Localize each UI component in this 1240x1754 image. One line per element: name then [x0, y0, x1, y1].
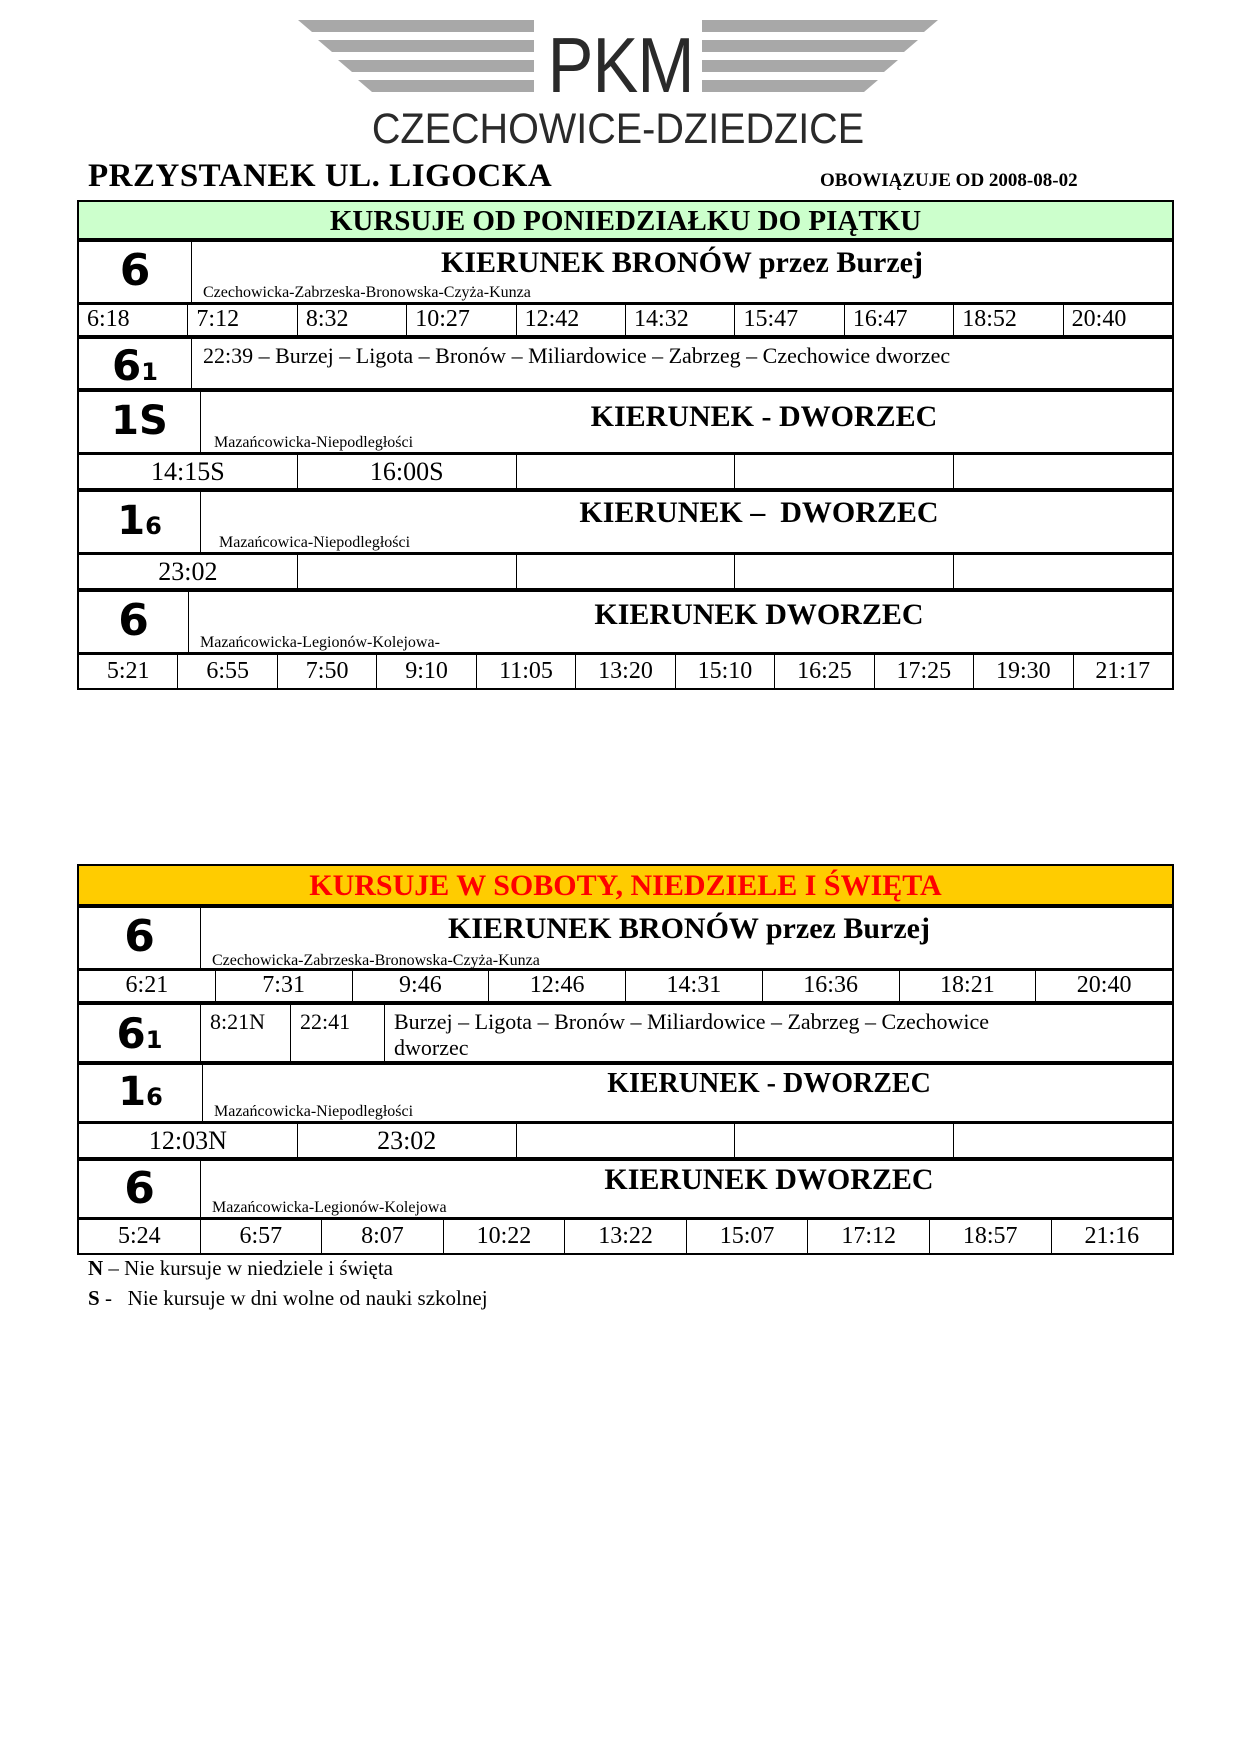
time-cell: 19:30	[974, 655, 1073, 688]
wd-line1s-box	[77, 390, 1174, 454]
wd-line16-direction: KIERUNEK – DWORZEC	[579, 496, 939, 529]
wd-line16-route: Mazańcowica-Niepodległości	[219, 534, 411, 551]
time-cell: 7:31	[216, 971, 353, 1001]
we-line16-direction: KIERUNEK - DWORZEC	[607, 1068, 931, 1099]
line-number-sub: 1	[141, 358, 158, 386]
note-text: – Nie kursuje w niedziele i święta	[103, 1256, 393, 1280]
we-line16-box	[77, 1063, 1174, 1123]
time-cell: 16:25	[775, 655, 874, 688]
wd-line6-times	[77, 304, 1174, 337]
time-cell	[735, 455, 954, 488]
wd-line6d-number: 6	[118, 595, 149, 646]
line-number-sub: 6	[146, 1083, 163, 1111]
line-number-main: 6	[112, 341, 142, 390]
pkm-logo	[298, 18, 938, 153]
time-cell: 12:46	[489, 971, 626, 1001]
weekday-title: KURSUJE OD PONIEDZIAŁKU DO PIĄTKU	[329, 205, 922, 237]
line-number-main: 6	[116, 1009, 146, 1058]
we-line16-times	[77, 1123, 1174, 1159]
stop-name: PRZYSTANEK UL. LIGOCKA	[88, 158, 553, 194]
we-line16-number	[79, 1067, 202, 1122]
wd-line6d-times	[77, 654, 1174, 690]
line-number-main: 1	[111, 398, 140, 444]
wd-line6-number: 6	[119, 245, 151, 296]
time-cell: 18:52	[954, 305, 1063, 335]
time-cell: 15:07	[687, 1220, 809, 1253]
time-cell: 11:05	[477, 655, 576, 688]
weekend-title: KURSUJE W SOBOTY, NIEDZIELE I ŚWIĘTA	[309, 869, 942, 902]
we-line6d-number: 6	[124, 1163, 155, 1214]
time-cell	[517, 1124, 736, 1157]
we-line6-route: Czechowicka-Zabrzeska-Bronowska-Czyża-Kunza	[212, 952, 540, 969]
we-line6-dworzec-box	[77, 1159, 1174, 1219]
we-line6d-direction: KIERUNEK DWORZEC	[604, 1163, 934, 1196]
wd-line61-box	[77, 337, 1174, 390]
we-line16-route: Mazańcowicka-Niepodległości	[214, 1103, 414, 1120]
we-line61-box	[77, 1003, 1174, 1063]
time-cell: 23:02	[298, 1124, 517, 1157]
time-cell: 15:47	[735, 305, 844, 335]
time-cell: 16:00S	[298, 455, 517, 488]
time-cell: 10:27	[407, 305, 516, 335]
time-cell: 6:18	[79, 305, 188, 335]
time-cell: 23:02	[79, 555, 298, 588]
time-cell	[735, 555, 954, 588]
line-number-sub: 6	[145, 512, 162, 540]
time-cell: 14:31	[626, 971, 763, 1001]
wd-line6-bronow-box	[77, 240, 1174, 304]
time-cell: 5:21	[79, 655, 178, 688]
valid-from: OBOWIĄZUJE OD 2008-08-02	[820, 170, 1078, 191]
wd-line1s-times	[77, 454, 1174, 490]
time-cell: 14:32	[626, 305, 735, 335]
time-cell: 8:32	[298, 305, 407, 335]
time-cell	[954, 1124, 1172, 1157]
time-cell: 21:16	[1084, 1223, 1140, 1249]
logo-brand: PKM	[547, 21, 694, 109]
we-line6d-route: Mazańcowicka-Legionów-Kolejowa	[212, 1199, 447, 1216]
we-line61-time1: 8:21N	[210, 1009, 265, 1034]
time-cell	[517, 455, 736, 488]
time-cell	[954, 455, 1172, 488]
note-s	[88, 1286, 488, 1311]
wd-line6-direction: KIERUNEK BRONÓW przez Burzej	[441, 246, 923, 279]
time-cell: 16:47	[845, 305, 954, 335]
time-cell: 17:25	[875, 655, 974, 688]
time-cell: 17:12	[808, 1220, 930, 1253]
note-text: - Nie kursuje w dni wolne od nauki szkolnej	[99, 1286, 488, 1310]
time-cell: 7:12	[188, 305, 297, 335]
time-cell: 6:57	[201, 1220, 323, 1253]
wd-line6d-direction: KIERUNEK DWORZEC	[594, 598, 924, 631]
time-cell: 6:55	[178, 655, 277, 688]
time-cell: 16:36	[763, 971, 900, 1001]
logo-city: CZECHOWICE-DZIEDZICE	[371, 105, 865, 153]
time-cell: 15:10	[676, 655, 775, 688]
time-cell: 10:22	[444, 1220, 566, 1253]
time-cell: 18:21	[900, 971, 1037, 1001]
time-cell: 21:17	[1095, 658, 1151, 684]
time-cell: 20:40	[1071, 306, 1127, 332]
wd-line61-number	[79, 341, 191, 397]
time-cell	[735, 1124, 954, 1157]
time-cell: 14:15S	[79, 455, 298, 488]
time-cell: 9:46	[353, 971, 490, 1001]
wd-line16-times	[77, 554, 1174, 590]
wd-line61-text: 22:39 – Burzej – Ligota – Bronów – Miliardowice – Zabrzeg – Czechowice dworzec	[203, 343, 951, 368]
time-cell: 9:10	[377, 655, 476, 688]
time-cell: 13:22	[565, 1220, 687, 1253]
wd-line6-route: Czechowicka-Zabrzeska-Bronowska-Czyża-Kunza	[203, 284, 531, 301]
time-cell	[298, 555, 517, 588]
time-cell: 12:03N	[79, 1124, 298, 1157]
time-cell: 18:57	[930, 1220, 1052, 1253]
line-number-main: 1	[118, 1069, 147, 1115]
time-cell: 7:50	[278, 655, 377, 688]
weekend-header	[77, 864, 1174, 906]
wd-line16-box	[77, 490, 1174, 554]
we-line6-number: 6	[124, 911, 155, 962]
wd-line1s-direction: KIERUNEK - DWORZEC	[590, 400, 938, 433]
wd-line16-number	[79, 494, 200, 553]
we-line6d-times	[77, 1219, 1174, 1255]
we-line6-bronow-box	[77, 906, 1174, 970]
we-line61-number	[79, 1009, 200, 1065]
note-n	[88, 1256, 393, 1281]
line-number-sub: S	[139, 398, 168, 444]
we-line61-text-1: Burzej – Ligota – Bronów – Miliardowice – Zabrzeg – Czechowice	[394, 1009, 990, 1034]
time-cell: 12:42	[517, 305, 626, 335]
time-cell: 20:40	[1076, 972, 1132, 998]
weekday-header	[77, 200, 1174, 240]
line-number-main: 1	[117, 498, 146, 544]
we-line61-time2: 22:41	[300, 1009, 351, 1034]
time-cell: 6:21	[79, 971, 216, 1001]
time-cell: 13:20	[576, 655, 675, 688]
wd-line1s-number	[79, 394, 200, 448]
we-line61-text-2: dworzec	[394, 1035, 469, 1060]
time-cell: 8:07	[322, 1220, 444, 1253]
note-key: N	[88, 1256, 104, 1280]
wd-line1s-route: Mazańcowicka-Niepodległości	[214, 434, 414, 451]
note-key: S	[88, 1286, 100, 1310]
time-cell	[954, 555, 1172, 588]
time-cell	[517, 555, 736, 588]
wd-line6-dworzec-box	[77, 590, 1174, 654]
we-line6-times	[77, 970, 1174, 1003]
time-cell: 5:24	[79, 1220, 201, 1253]
we-line6-direction: KIERUNEK BRONÓW przez Burzej	[448, 912, 930, 945]
line-number-sub: 1	[145, 1026, 163, 1054]
wd-line6d-route: Mazańcowicka-Legionów-Kolejowa-	[200, 634, 440, 651]
